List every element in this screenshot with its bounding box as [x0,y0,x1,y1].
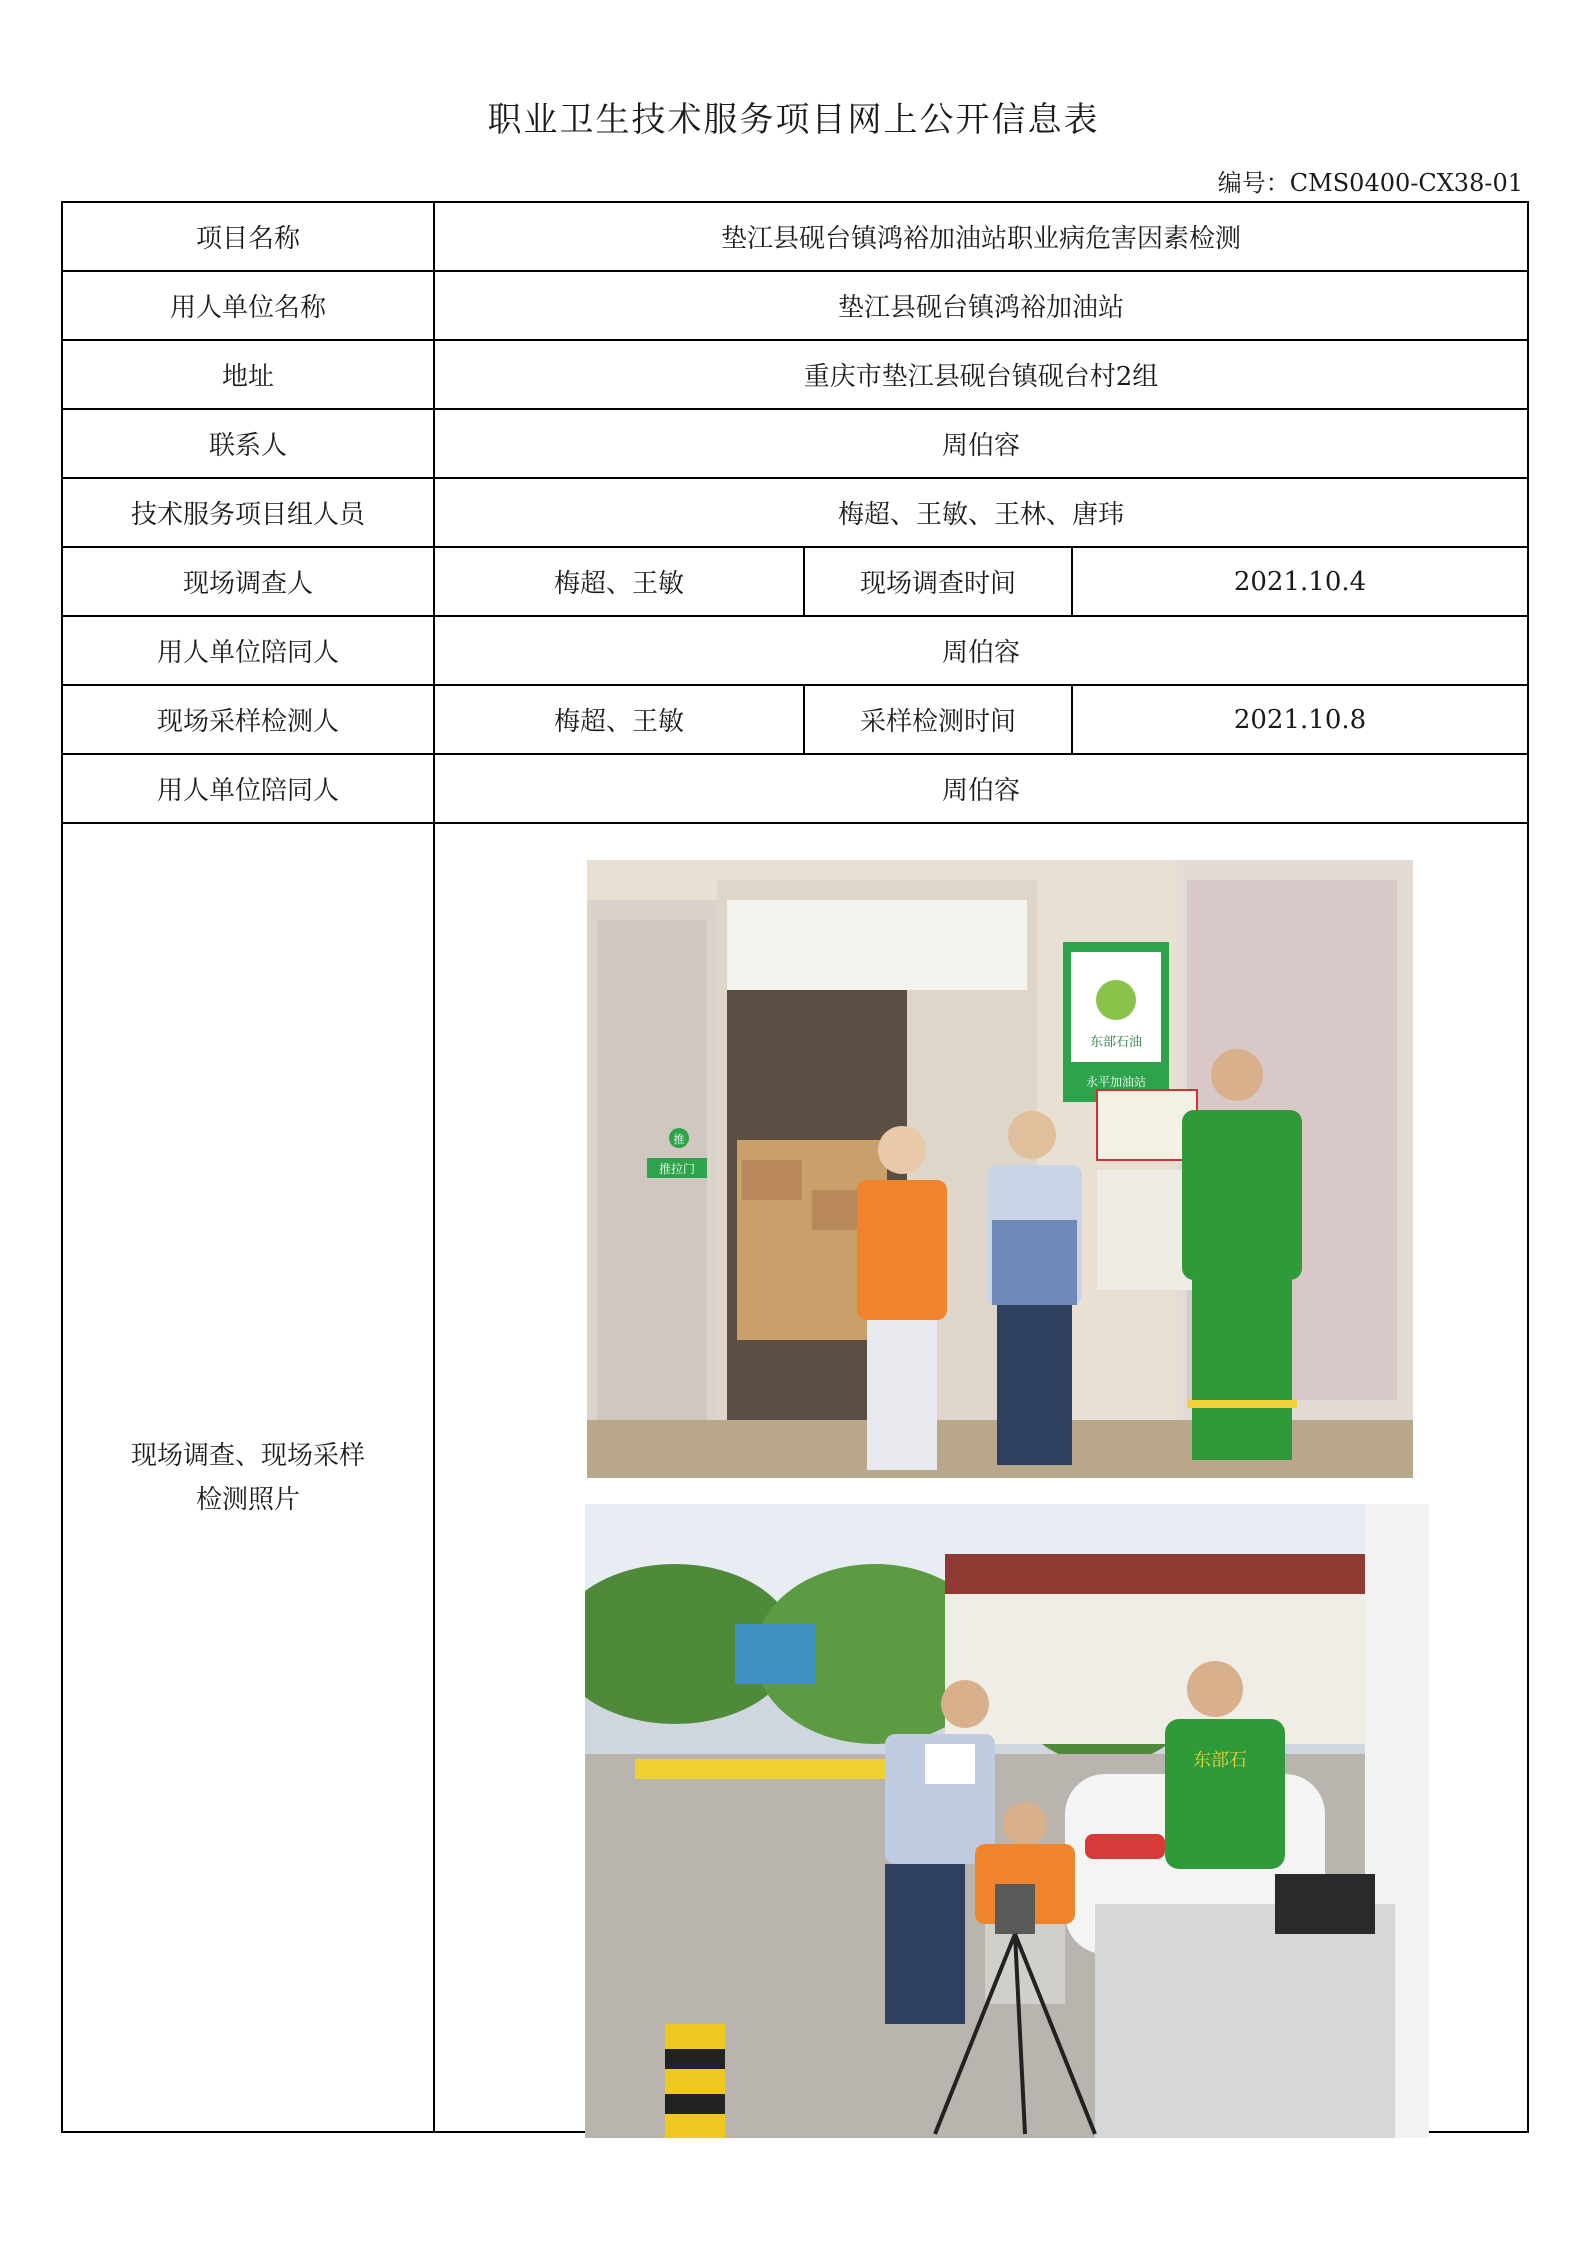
value-investigation-time: 2021.10.4 [1072,547,1528,616]
label-address: 地址 [62,340,434,409]
label-photos [62,823,434,2132]
label-photos-line1: 现场调查、现场采样 [130,1440,365,1471]
row-address [62,340,1528,409]
row-employer-name [62,271,1528,340]
label-project-name: 项目名称 [62,202,434,271]
station-name-text: 永平加油站 [1085,1075,1147,1089]
value-sampler: 梅超、王敏 [434,685,804,754]
label-employer-name: 用人单位名称 [62,271,434,340]
row-sampling [62,685,1528,754]
label-escort-1: 用人单位陪同人 [62,616,434,685]
info-table [61,201,1529,2133]
label-escort-2: 用人单位陪同人 [62,754,434,823]
photos-cell [434,823,1528,2132]
value-contact: 周伯容 [434,409,1528,478]
page-title: 职业卫生技术服务项目网上公开信息表 [487,100,1100,140]
document-number: 编号：CMS0400-CX38-01 [1217,169,1523,197]
row-escort-2 [62,754,1528,823]
row-photos [62,823,1528,2132]
row-team-members [62,478,1528,547]
label-investigation-time: 现场调查时间 [804,547,1072,616]
value-escort-2: 周伯容 [434,754,1528,823]
value-team-members: 梅超、王敏、王林、唐玮 [434,478,1528,547]
uniform-text: 东部石 [1193,1750,1247,1771]
label-sampler: 现场采样检测人 [62,685,434,754]
value-site-investigator: 梅超、王敏 [434,547,804,616]
row-site-investigation [62,547,1528,616]
row-project-name [62,202,1528,271]
row-contact [62,409,1528,478]
value-escort-1: 周伯容 [434,616,1528,685]
value-sampling-time: 2021.10.8 [1072,685,1528,754]
label-sampling-time: 采样检测时间 [804,685,1072,754]
value-employer-name: 垫江县砚台镇鸿裕加油站 [434,271,1528,340]
value-address: 重庆市垫江县砚台镇砚台村2组 [434,340,1528,409]
station-brand-text: 东部石油 [1089,1035,1143,1050]
label-photos-line2: 检测照片 [195,1484,300,1515]
label-contact: 联系人 [62,409,434,478]
row-escort-1 [62,616,1528,685]
label-site-investigator: 现场调查人 [62,547,434,616]
value-project-name: 垫江县砚台镇鸿裕加油站职业病危害因素检测 [434,202,1528,271]
push-door-sign-text: 推拉门 [658,1162,696,1176]
site-investigation-photo [587,860,1413,1478]
label-team-members: 技术服务项目组人员 [62,478,434,547]
sampling-photo [585,1504,1429,2138]
push-sign-text: 推 [673,1133,685,1146]
